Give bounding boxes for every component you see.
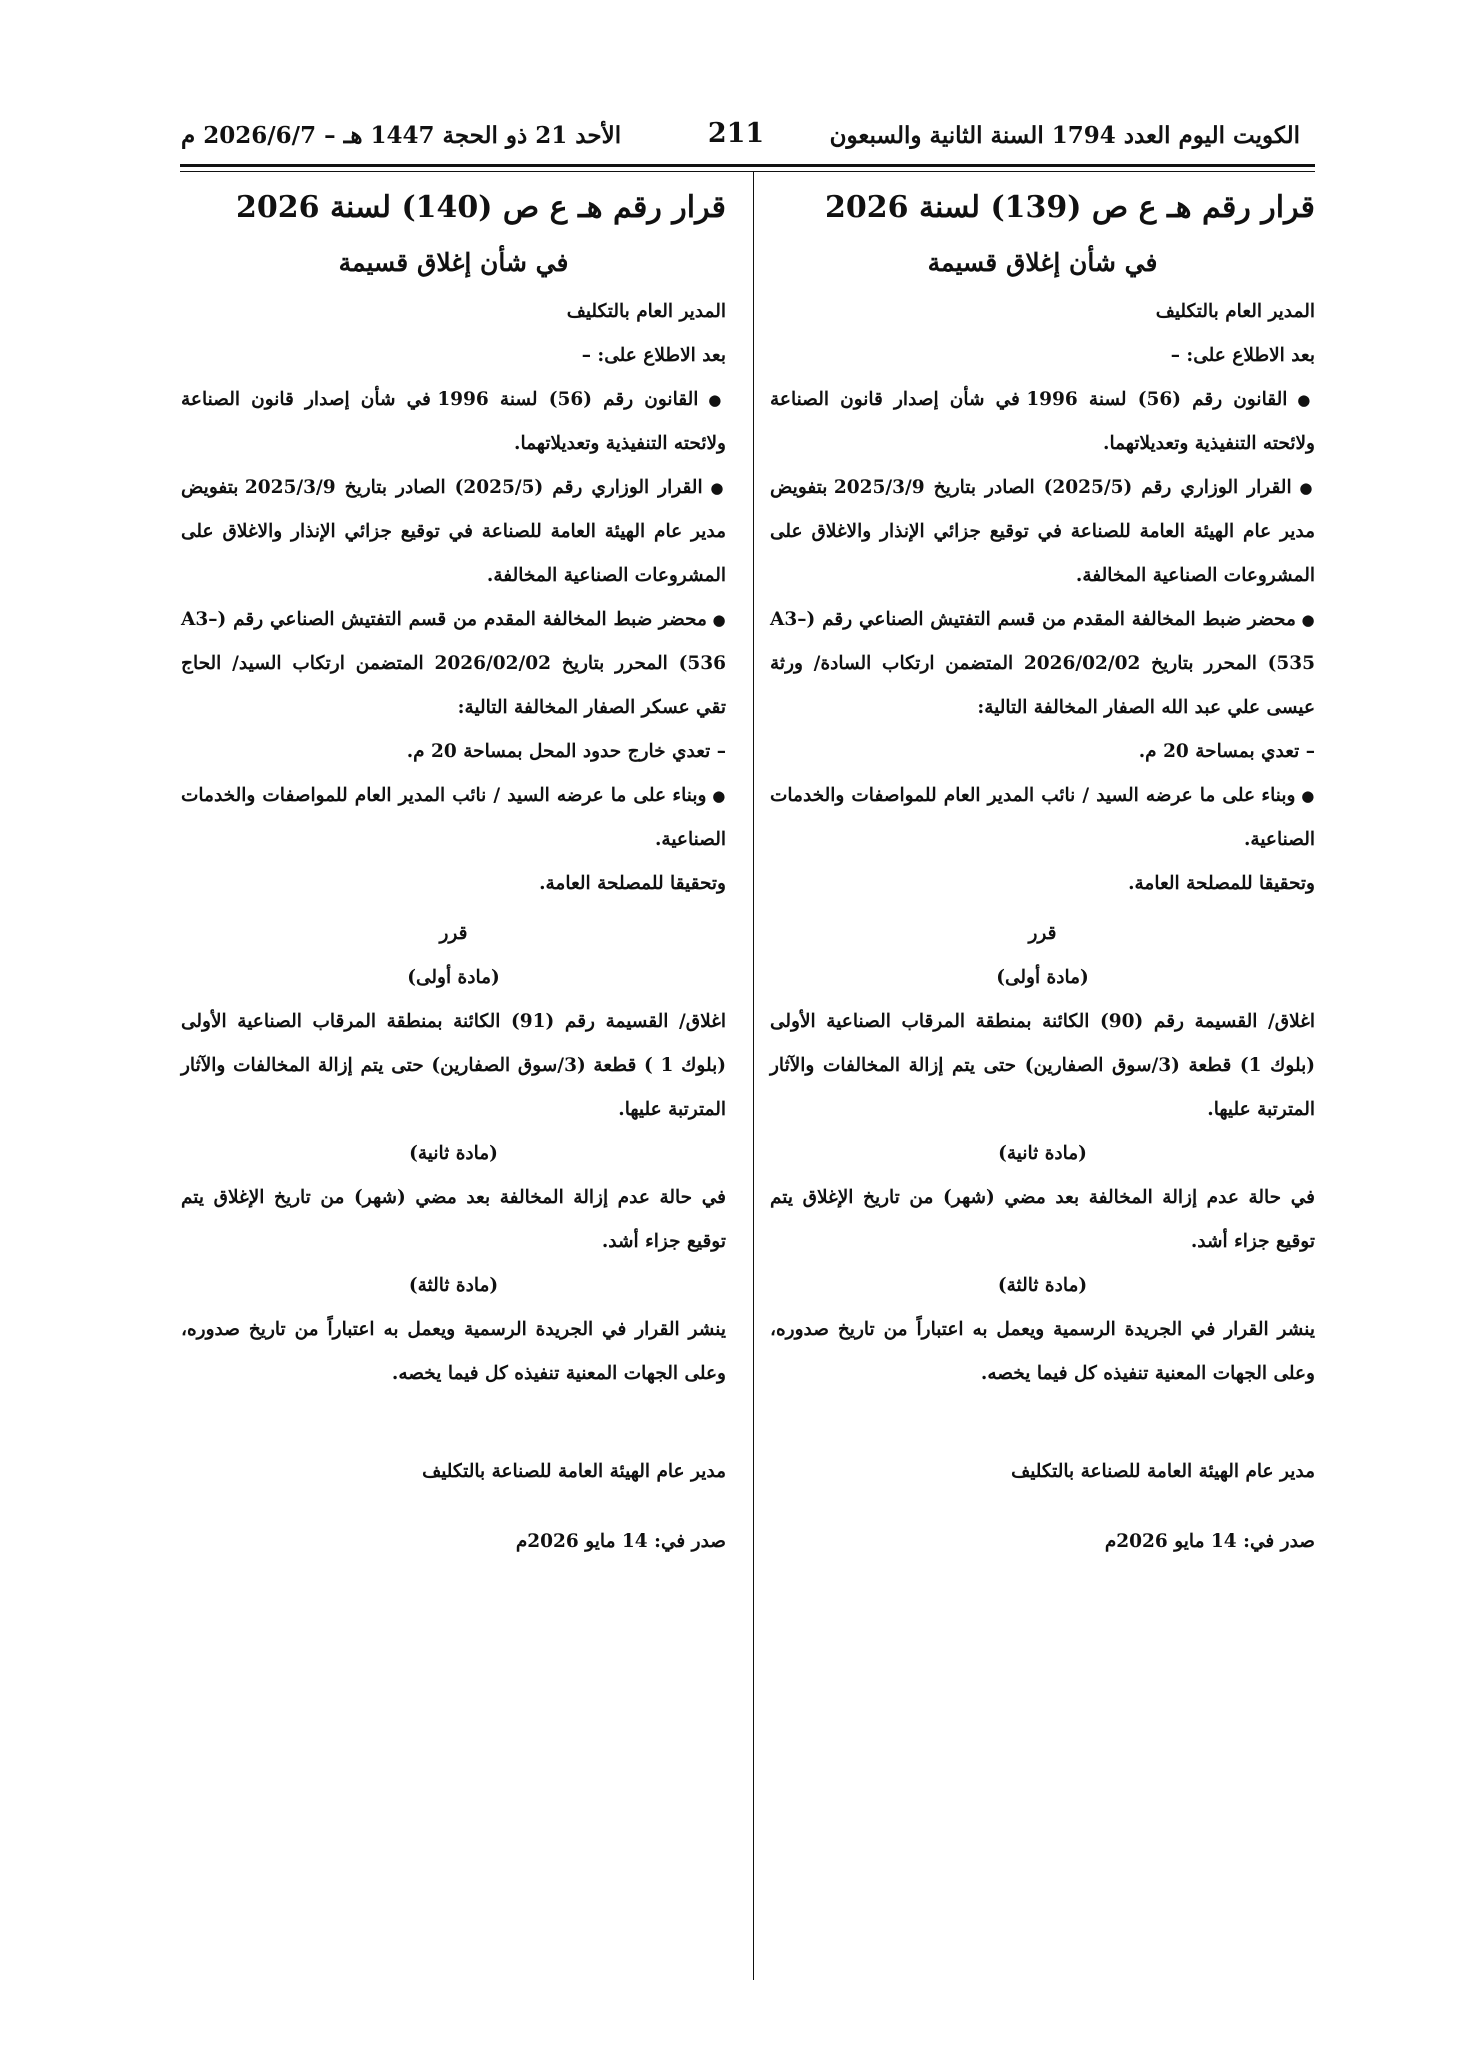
header-rule-thin — [180, 171, 1315, 172]
violation-report: ● محضر ضبط المخالفة المقدم من قسم التفتيش الصناعي رقم (A3–536) المحرر بتاريخ 2026/02/02 المتضمن ارتكاب السيد/ الحاج تقي عسكر الصفار المخالفة التالية: — [181, 598, 726, 730]
header-date: الأحد 21 ذو الحجة 1447 هـ – 2026/6/7 م — [181, 122, 622, 149]
decision-title: قرار رقم هـ ع ص (139) لسنة 2026 — [825, 190, 1315, 225]
article-2-text: في حالة عدم إزالة المخالفة بعد مضي (شهر) من تاريخ الإغلاق يتم توقيع جزاء أشد. — [181, 1187, 726, 1252]
decision-title: قرار رقم هـ ع ص (140) لسنة 2026 — [236, 190, 726, 225]
article-2-heading: (مادة ثانية) — [409, 1143, 498, 1164]
preamble: بعد الاطلاع على: – — [581, 345, 726, 366]
decision-139 — [770, 186, 1315, 1564]
proposal: ● وبناء على ما عرضه السيد / نائب المدير العام للمواصفات والخدمات الصناعية. — [181, 774, 726, 862]
issue-date: صدر في: 14 مايو 2026م — [1104, 1531, 1315, 1552]
column-divider — [753, 172, 754, 1980]
signer: مدير عام الهيئة العامة للصناعة بالتكليف — [422, 1461, 726, 1482]
article-1-heading: (مادة أولى) — [996, 967, 1089, 988]
decision-140 — [181, 186, 726, 1564]
issuer: المدير العام بالتكليف — [566, 301, 726, 322]
article-3-text: ينشر القرار في الجريدة الرسمية ويعمل به اعتباراً من تاريخ صدوره، وعلى الجهات المعنية تنفيذه كل فيما يخصه. — [770, 1319, 1315, 1384]
public-interest: وتحقيقا للمصلحة العامة. — [1128, 873, 1315, 894]
decided-heading: قرر — [1028, 923, 1057, 944]
header-rule-thick — [180, 164, 1315, 167]
article-3-text: ينشر القرار في الجريدة الرسمية ويعمل به اعتباراً من تاريخ صدوره، وعلى الجهات المعنية تنفيذه كل فيما يخصه. — [181, 1319, 726, 1384]
article-1-text: اغلاق/ القسيمة رقم (91) الكائنة بمنطقة المرقاب الصناعية الأولى (بلوك 1 ) قطعة (3/سوق الصفارين) حتى يتم إزالة المخالفات والآثار المترتبة عليها. — [181, 1011, 726, 1120]
proposal: ● وبناء على ما عرضه السيد / نائب المدير العام للمواصفات والخدمات الصناعية. — [770, 774, 1315, 862]
violation-item: – تعدي خارج حدود المحل بمساحة 20 م. — [406, 741, 726, 762]
article-1-heading: (مادة أولى) — [407, 967, 500, 988]
law-reference: ● القانون رقم (56) لسنة 1996 في شأن إصدار قانون الصناعة ولائحته التنفيذية وتعديلاتهما. — [770, 378, 1315, 466]
issuer: المدير العام بالتكليف — [1155, 301, 1315, 322]
public-interest: وتحقيقا للمصلحة العامة. — [539, 873, 726, 894]
decision-subject: في شأن إغلاق قسيمة — [927, 248, 1158, 277]
law-reference: ● القانون رقم (56) لسنة 1996 في شأن إصدار قانون الصناعة ولائحته التنفيذية وتعديلاتهما. — [181, 378, 726, 466]
decided-heading: قرر — [439, 923, 468, 944]
article-2-text: في حالة عدم إزالة المخالفة بعد مضي (شهر) من تاريخ الإغلاق يتم توقيع جزاء أشد. — [770, 1187, 1315, 1252]
ministerial-decision-reference: ● القرار الوزاري رقم (2025/5) الصادر بتاريخ 2025/3/9 بتفويض مدير عام الهيئة العامة للصناعة في توقيع جزائي الإنذار والاغلاق على المشروعات الصناعية المخالفة. — [770, 466, 1315, 598]
article-3-heading: (مادة ثالثة) — [997, 1275, 1088, 1296]
decision-subject: في شأن إغلاق قسيمة — [338, 248, 569, 277]
page-number: 211 — [707, 118, 765, 149]
article-2-heading: (مادة ثانية) — [998, 1143, 1087, 1164]
violation-report: ● محضر ضبط المخالفة المقدم من قسم التفتيش الصناعي رقم (A3–535) المحرر بتاريخ 2026/02/02 المتضمن ارتكاب السادة/ ورثة عيسى علي عبد الله الصفار المخالفة التالية: — [770, 598, 1315, 730]
article-3-heading: (مادة ثالثة) — [408, 1275, 499, 1296]
ministerial-decision-reference: ● القرار الوزاري رقم (2025/5) الصادر بتاريخ 2025/3/9 بتفويض مدير عام الهيئة العامة للصناعة في توقيع جزائي الإنذار والاغلاق على المشروعات الصناعية المخالفة. — [181, 466, 726, 598]
issue-date: صدر في: 14 مايو 2026م — [515, 1531, 726, 1552]
signer: مدير عام الهيئة العامة للصناعة بالتكليف — [1011, 1461, 1315, 1482]
article-1-text: اغلاق/ القسيمة رقم (90) الكائنة بمنطقة المرقاب الصناعية الأولى (بلوك 1) قطعة (3/سوق الصفارين) حتى يتم إزالة المخالفات والآثار المترتبة عليها. — [770, 1011, 1315, 1120]
header-issue-info: الكويت اليوم العدد 1794 السنة الثانية والسبعون — [829, 122, 1300, 149]
violation-item: – تعدي بمساحة 20 م. — [1138, 741, 1315, 762]
preamble: بعد الاطلاع على: – — [1170, 345, 1315, 366]
